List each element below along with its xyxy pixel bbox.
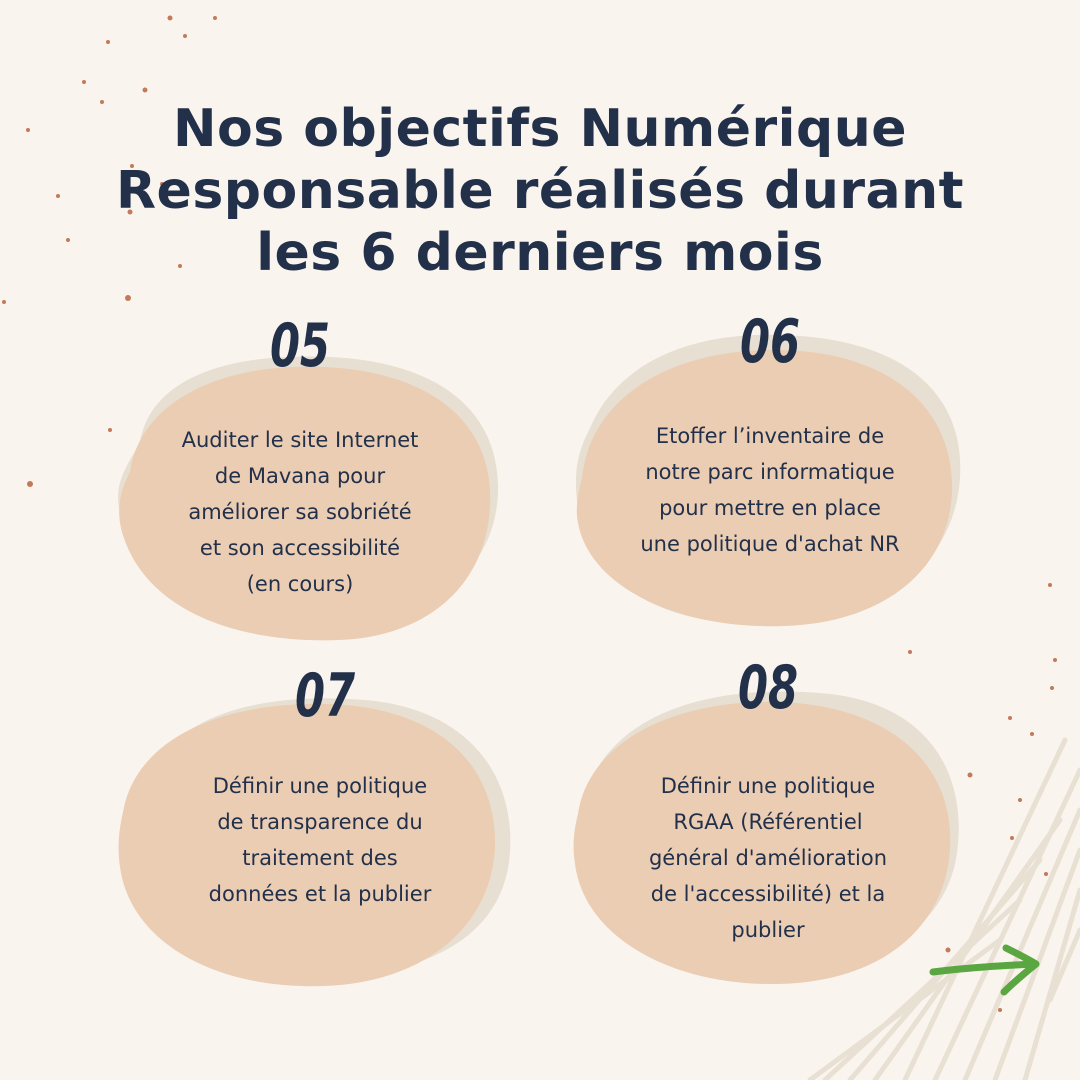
title-line-3: les 6 derniers mois	[256, 223, 824, 283]
objective-number: 07	[294, 661, 356, 731]
title-line-2: Responsable réalisés durant	[116, 161, 964, 221]
objective-description	[608, 768, 928, 948]
objective-description	[160, 768, 480, 912]
description-line: Auditer le site Internet	[181, 428, 419, 452]
objective-card-08	[560, 653, 980, 1004]
description-line: Définir une politique	[660, 774, 876, 798]
description-line: publier	[731, 918, 805, 942]
description-line: et son accessibilité	[199, 536, 401, 560]
description-line: traitement des	[242, 846, 398, 870]
description-line: général d'amélioration	[648, 846, 888, 870]
description-line: données et la publier	[208, 882, 432, 906]
objective-description	[140, 422, 460, 602]
description-line: de transparence du	[217, 810, 423, 834]
objective-number: 05	[269, 311, 331, 381]
description-line: améliorer sa sobriété	[188, 500, 412, 524]
description-line: de l'accessibilité) et la	[650, 882, 886, 906]
description-line: de Mavana pour	[214, 464, 386, 488]
objective-description	[610, 418, 930, 562]
page-title	[90, 98, 990, 284]
description-line: RGAA (Référentiel	[673, 810, 863, 834]
description-line: (en cours)	[246, 572, 354, 596]
description-line: pour mettre en place	[659, 496, 881, 520]
objective-card-05	[100, 311, 520, 662]
objective-number: 06	[739, 307, 801, 377]
objective-number: 08	[737, 653, 799, 723]
title-line-1: Nos objectifs Numérique	[173, 99, 907, 159]
description-line: une politique d'achat NR	[640, 532, 900, 556]
description-line: Etoffer l’inventaire de	[655, 424, 885, 448]
arrow-right-icon[interactable]	[928, 940, 1048, 1000]
description-line: Définir une politique	[212, 774, 428, 798]
objective-card-07	[105, 661, 525, 1012]
description-line: notre parc informatique	[645, 460, 895, 484]
objective-card-06	[560, 307, 980, 658]
